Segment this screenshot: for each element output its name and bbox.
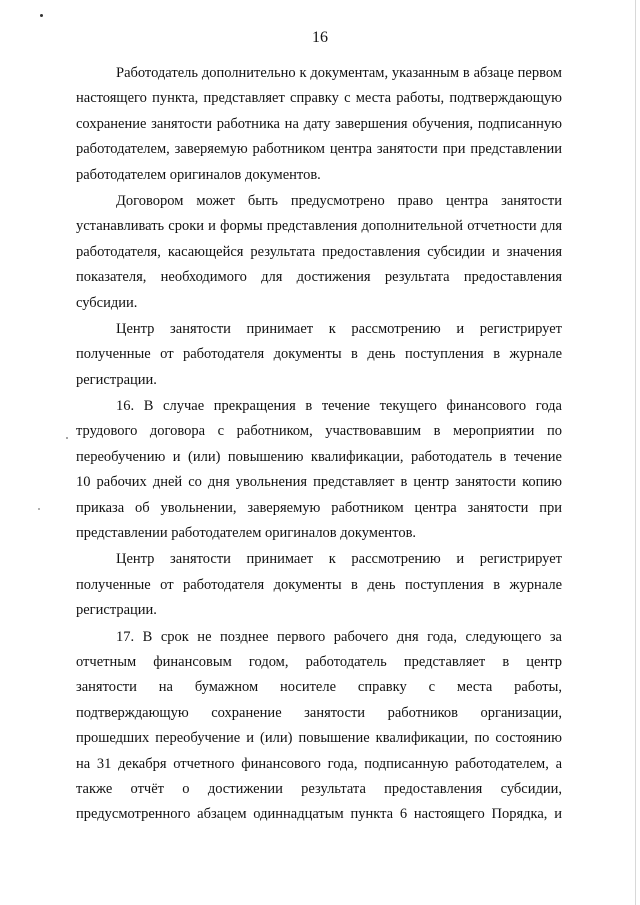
text-line: 16. В случае прекращения в течение текущего финансового года (116, 398, 562, 415)
scan-edge (635, 0, 636, 905)
paragraph-p2 (76, 189, 562, 316)
text-line: переобучению и (или) повышению квалификации, работодатель в течение (76, 448, 562, 465)
text-line: занятости на бумажном носителе справку с места работы, (76, 679, 562, 696)
text-line: прошедших переобучение и (или) повышение квалификации, по состоянию (76, 730, 562, 747)
text-line: Работодатель дополнительно к документам, указанным в абзаце первом (116, 65, 562, 81)
text-line: Центр занятости принимает к рассмотрению и регистрирует (116, 551, 562, 568)
text-line: 10 рабочих дней со дня увольнения представляет в центр занятости копию (76, 474, 562, 491)
text-line: субсидии. (76, 294, 138, 311)
text-line: трудового договора с работником, участвовавшим в мероприятии по (76, 423, 562, 440)
text-line: работодателем оригиналов документов. (76, 166, 321, 183)
scan-speck (38, 508, 40, 510)
scan-speck (40, 14, 43, 17)
paragraph-p1 (76, 61, 562, 188)
text-line: настоящего пункта, представляет справку с места работы, подтверждающую (76, 90, 562, 107)
document-body (76, 61, 562, 828)
text-line: предусмотренного абзацем одиннадцатым пункта 6 настоящего Порядка, и (76, 806, 562, 823)
text-line: полученные от работодателя документы в день поступления в журнале (76, 576, 562, 593)
text-line: работодателя, касающейся результата предоставления субсидии и значения (76, 243, 562, 260)
text-line: регистрации. (76, 371, 157, 388)
text-line: работодателем, заверяемую работником центра занятости при представлении (76, 141, 562, 158)
paragraph-p4 (76, 394, 562, 546)
page-number: 16 (312, 29, 328, 46)
paragraph-p5 (76, 547, 562, 623)
text-line: Договором может быть предусмотрено право центра занятости (116, 192, 562, 209)
text-line: подтверждающую сохранение занятости работников организации, (76, 704, 562, 721)
paragraph-p3 (76, 317, 562, 393)
scan-speck (66, 437, 68, 439)
paragraph-p6 (76, 625, 562, 828)
text-line: представлении работодателем оригиналов документов. (76, 525, 417, 542)
text-line: 17. В срок не позднее первого рабочего дня года, следующего за (116, 628, 562, 645)
text-line: полученные от работодателя документы в день поступления в журнале (76, 346, 562, 363)
text-line: также отчёт о достижении результата предоставления субсидии, (76, 780, 562, 797)
text-line: сохранение занятости работника на дату завершения обучения, подписанную (76, 115, 562, 132)
text-line: регистрации. (76, 602, 157, 619)
text-line: показателя, необходимого для достижения результата предоставления (76, 269, 562, 286)
text-line: устанавливать сроки и формы представления дополнительной отчетности для (76, 218, 562, 235)
text-line: на 31 декабря отчетного финансового года, подписанную работодателем, а (76, 755, 562, 772)
text-line: отчетным финансовым годом, работодатель представляет в центр (76, 653, 562, 670)
text-line: приказа об увольнении, заверяемую работником центра занятости при (76, 499, 562, 516)
text-line: Центр занятости принимает к рассмотрению и регистрирует (116, 320, 562, 337)
